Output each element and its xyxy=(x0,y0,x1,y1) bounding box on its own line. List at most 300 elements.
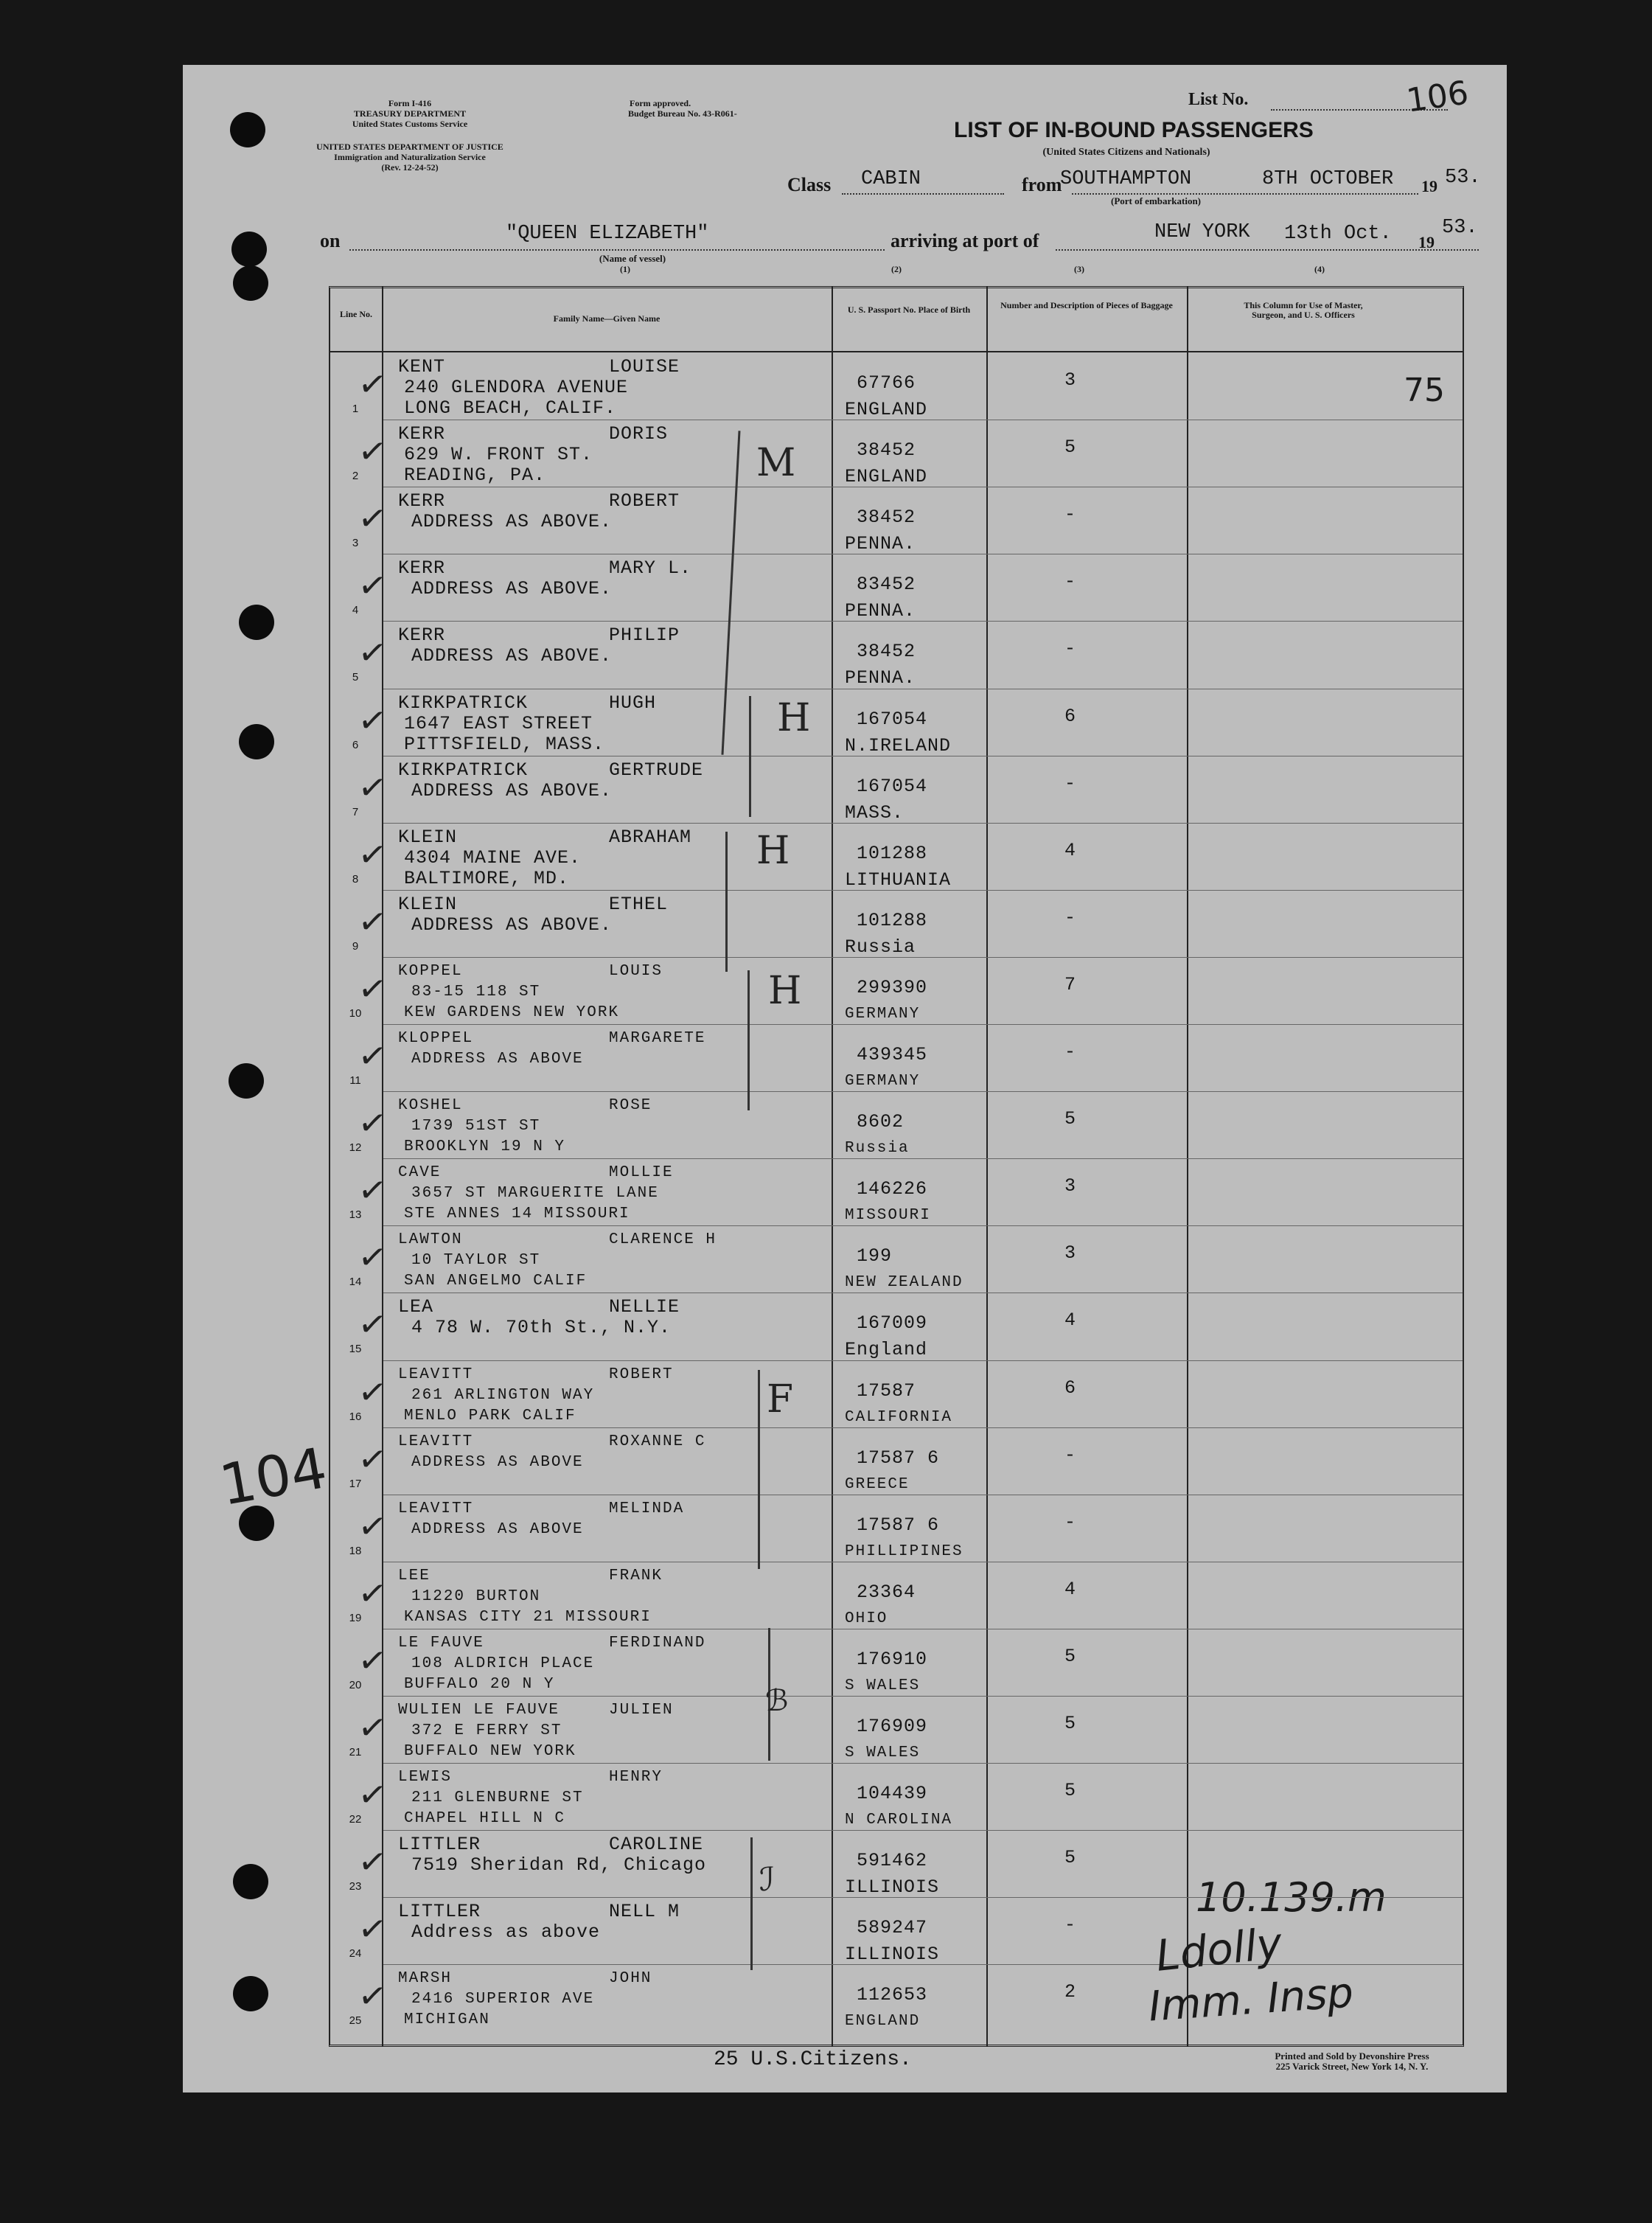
treasury-dept: TREASURY DEPARTMENT xyxy=(353,108,467,119)
inspector-title-signature: Imm. Insp xyxy=(1147,1969,1355,2031)
baggage-count: - xyxy=(1064,1444,1077,1466)
col-divider xyxy=(832,286,833,2047)
given-name: JOHN xyxy=(609,1970,652,1988)
from-line xyxy=(1072,193,1418,195)
line-number: 18 xyxy=(349,1544,362,1557)
address-line-1: 1739 51ST ST xyxy=(411,1118,541,1135)
baggage-count: 7 xyxy=(1064,973,1077,995)
row-divider xyxy=(383,1024,1463,1025)
punch-hole xyxy=(239,724,274,759)
baggage-count: - xyxy=(1064,1914,1077,1936)
baggage-count: 5 xyxy=(1064,1713,1077,1734)
line-number: 12 xyxy=(349,1141,362,1155)
col-header-officers: This Column for Use of Master, Surgeon, and U. S. Officers xyxy=(1244,300,1363,320)
baggage-count: 5 xyxy=(1064,1847,1077,1869)
address-line-1: 7519 Sheridan Rd, Chicago xyxy=(411,1854,707,1876)
passport-number: 83452 xyxy=(857,574,916,596)
family-bracket xyxy=(758,1370,760,1569)
family-name: KERR xyxy=(398,557,446,580)
baggage-count: 3 xyxy=(1064,1175,1077,1197)
printer-line-2: 225 Varick Street, New York 14, N. Y. xyxy=(1275,2061,1429,2072)
address-line-1: 11220 BURTON xyxy=(411,1587,541,1605)
place-of-birth: ENGLAND xyxy=(845,399,928,420)
col-num-4: (4) xyxy=(1314,264,1325,274)
address-line-1: 629 W. FRONT ST. xyxy=(404,444,593,466)
baggage-count: 4 xyxy=(1064,1578,1077,1600)
col-header-passport: U. S. Passport No. Place of Birth xyxy=(847,305,971,315)
passport-number: 167054 xyxy=(857,775,928,797)
address-line-1: 372 E FERRY ST xyxy=(411,1722,562,1739)
address-line-1: 261 ARLINGTON WAY xyxy=(411,1386,595,1404)
embarkation-year: 53. xyxy=(1445,167,1481,189)
line-number: 23 xyxy=(349,1880,362,1893)
given-name: HENRY xyxy=(609,1769,663,1787)
place-of-birth: MASS. xyxy=(845,801,905,824)
address-line-1: 108 ALDRICH PLACE xyxy=(411,1655,595,1672)
line-number: 9 xyxy=(352,939,359,953)
checkmark-icon: ✓ xyxy=(355,1907,390,1951)
address-line-2: PITTSFIELD, MASS. xyxy=(404,733,605,755)
form-title: LIST OF IN-BOUND PASSENGERS xyxy=(954,118,1314,142)
line-number: 25 xyxy=(349,2014,362,2028)
given-name: ROSE xyxy=(609,1097,652,1115)
passport-number: 112653 xyxy=(857,1984,928,2006)
address-line-2: MENLO PARK CALIF xyxy=(404,1407,576,1424)
baggage-count: 5 xyxy=(1064,1780,1077,1802)
given-name: LOUISE xyxy=(609,356,680,378)
given-name: FERDINAND xyxy=(609,1634,706,1652)
address-line-2: BUFFALO 20 N Y xyxy=(404,1675,555,1693)
group-mark-m: M xyxy=(756,441,796,485)
punch-hole xyxy=(233,1864,268,1899)
officer-note: 10.139.m xyxy=(1196,1874,1387,1921)
family-name: LEA xyxy=(398,1296,434,1318)
place-of-birth: MISSOURI xyxy=(845,1207,931,1225)
checkmark-icon: ✓ xyxy=(355,496,390,540)
given-name: CAROLINE xyxy=(609,1834,704,1856)
row-divider xyxy=(383,1360,1463,1361)
given-name: MOLLIE xyxy=(609,1164,674,1182)
line-number: 16 xyxy=(349,1410,362,1423)
baggage-count: - xyxy=(1064,638,1077,660)
place-of-birth: Russia xyxy=(845,1140,910,1158)
family-name: LEAVITT xyxy=(398,1433,474,1450)
place-of-birth: GERMANY xyxy=(845,1073,921,1090)
inspector-signature: Ldolly xyxy=(1153,1918,1285,1981)
group-mark-h: H xyxy=(777,696,811,740)
family-name: KENT xyxy=(398,356,446,378)
address-line-1: ADDRESS AS ABOVE. xyxy=(411,645,613,667)
place-of-birth: PENNA. xyxy=(845,667,916,689)
vessel-caption: (Name of vessel) xyxy=(599,253,666,264)
family-name: LEAVITT xyxy=(398,1500,474,1517)
address-line-2: BALTIMORE, MD. xyxy=(404,867,570,889)
place-of-birth: PENNA. xyxy=(845,533,916,555)
family-name: KLEIN xyxy=(398,826,458,848)
checkmark-icon: ✓ xyxy=(355,832,390,877)
family-name: LE FAUVE xyxy=(398,1634,484,1652)
baggage-count: 3 xyxy=(1064,369,1077,391)
checkmark-icon: ✓ xyxy=(355,563,390,608)
line-number: 7 xyxy=(352,805,359,818)
family-name: KERR xyxy=(398,423,446,445)
family-name: LEE xyxy=(398,1567,431,1584)
place-of-birth: Russia xyxy=(845,936,916,958)
checkmark-icon: ✓ xyxy=(355,1437,390,1481)
baggage-count: 4 xyxy=(1064,1309,1077,1332)
checkmark-icon: ✓ xyxy=(355,1235,390,1279)
col-header-line: Line No. xyxy=(339,309,372,319)
family-name: KLOPPEL xyxy=(398,1030,474,1047)
baggage-count: - xyxy=(1064,1511,1077,1533)
punch-hole xyxy=(230,112,265,147)
given-name: HUGH xyxy=(609,692,657,714)
address-line-1: 83-15 118 ST xyxy=(411,983,541,1001)
passport-number: 38452 xyxy=(857,641,916,663)
checkmark-icon: ✓ xyxy=(355,1638,390,1683)
address-line-1: Address as above xyxy=(411,1921,601,1944)
checkmark-icon: ✓ xyxy=(355,698,390,742)
line-number: 13 xyxy=(349,1208,362,1222)
row-divider xyxy=(383,1964,1463,1965)
from-year-prefix: 19 xyxy=(1421,177,1437,195)
row-divider xyxy=(383,621,1463,622)
passport-number: 101288 xyxy=(857,909,928,931)
given-name: NELL M xyxy=(609,1901,680,1923)
line-number: 5 xyxy=(352,671,359,684)
line-number: 2 xyxy=(352,470,359,483)
place-of-birth: S WALES xyxy=(845,1744,921,1761)
checkmark-icon: ✓ xyxy=(355,630,390,675)
address-line-2: LONG BEACH, CALIF. xyxy=(404,397,617,419)
address-line-1: 211 GLENBURNE ST xyxy=(411,1789,584,1807)
family-name: KIRKPATRICK xyxy=(398,692,529,714)
address-line-1: 2416 SUPERIOR AVE xyxy=(411,1991,595,2008)
baggage-count: 6 xyxy=(1064,705,1077,727)
checkmark-icon: ✓ xyxy=(355,765,390,810)
given-name: ROBERT xyxy=(609,1366,674,1383)
passport-number: 439345 xyxy=(857,1044,928,1065)
col-divider xyxy=(986,286,988,2047)
place-of-birth: S WALES xyxy=(845,1677,921,1694)
passport-number: 17587 6 xyxy=(857,1447,940,1469)
group-mark-h: H xyxy=(756,829,790,873)
line-number: 14 xyxy=(349,1276,362,1289)
line-number: 19 xyxy=(349,1611,362,1624)
address-line-1: 4 78 W. 70th St., N.Y. xyxy=(411,1317,672,1339)
passport-number: 199 xyxy=(857,1245,893,1267)
given-name: MELINDA xyxy=(609,1500,685,1517)
punch-hole xyxy=(231,232,267,267)
punch-hole xyxy=(229,1063,264,1099)
address-line-2: BROOKLYN 19 N Y xyxy=(404,1138,566,1156)
family-name: LEAVITT xyxy=(398,1366,474,1383)
line-number: 8 xyxy=(352,872,359,886)
checkmark-icon: ✓ xyxy=(355,967,390,1011)
passport-number: 176910 xyxy=(857,1648,928,1670)
address-line-1: ADDRESS AS ABOVE xyxy=(411,1051,584,1068)
passport-number: 591462 xyxy=(857,1850,928,1872)
passport-number: 167054 xyxy=(857,708,928,730)
justice-dept: UNITED STATES DEPARTMENT OF JUSTICE xyxy=(316,142,503,152)
arrival-year: 53. xyxy=(1442,217,1478,239)
passport-number: 104439 xyxy=(857,1783,928,1805)
passport-number: 67766 xyxy=(857,372,916,394)
family-bracket xyxy=(749,696,751,817)
place-of-birth: ENGLAND xyxy=(845,2013,921,2031)
address-line-1: ADDRESS AS ABOVE. xyxy=(411,779,613,801)
list-no-value: 106 xyxy=(1404,74,1471,120)
line-number: 1 xyxy=(352,403,359,415)
passport-number: 38452 xyxy=(857,439,916,462)
family-name: LITTLER xyxy=(398,1901,481,1923)
customs-service: United States Customs Service xyxy=(352,119,468,129)
place-of-birth: CALIFORNIA xyxy=(845,1408,953,1426)
baggage-count: - xyxy=(1064,906,1077,928)
address-line-2: READING, PA. xyxy=(404,465,546,487)
address-line-1: 1647 EAST STREET xyxy=(404,712,593,734)
col-header-name: Family Name—Given Name xyxy=(553,313,661,324)
row-divider xyxy=(383,1696,1463,1697)
port-caption: (Port of embarkation) xyxy=(1110,195,1202,206)
group-mark: ℐ xyxy=(759,1861,775,1899)
line-number: 24 xyxy=(349,1947,362,1961)
form-approved: Form approved. xyxy=(630,98,691,108)
line-number: 20 xyxy=(349,1678,362,1691)
budget-bureau: Budget Bureau No. 43-R061- xyxy=(628,108,737,119)
checkmark-icon: ✓ xyxy=(355,1302,390,1346)
checkmark-icon: ✓ xyxy=(355,1974,390,2018)
baggage-count: - xyxy=(1064,504,1077,526)
passport-number: 23364 xyxy=(857,1581,916,1603)
family-name: KIRKPATRICK xyxy=(398,759,529,781)
given-name: MARGARETE xyxy=(609,1030,706,1047)
margin-note: 104 xyxy=(215,1435,332,1518)
baggage-count: 3 xyxy=(1064,1242,1077,1264)
citizen-total: 25 U.S.Citizens. xyxy=(714,2048,912,2071)
arriving-label: arriving at port of xyxy=(891,230,1039,251)
place-of-birth: England xyxy=(845,1339,928,1361)
group-mark-h: H xyxy=(768,969,802,1013)
given-name: MARY L. xyxy=(609,557,692,580)
given-name: ROXANNE C xyxy=(609,1433,706,1450)
checkmark-icon: ✓ xyxy=(355,1168,390,1212)
place-of-birth: N.IRELAND xyxy=(845,734,952,756)
line-number: 10 xyxy=(349,1006,362,1020)
row-divider xyxy=(383,1427,1463,1428)
place-of-birth: N CAROLINA xyxy=(845,1812,953,1829)
checkmark-icon: ✓ xyxy=(355,1840,390,1884)
given-name: DORIS xyxy=(609,423,669,445)
given-name: ABRAHAM xyxy=(609,826,692,848)
row-divider xyxy=(383,1091,1463,1092)
address-line-1: 4304 MAINE AVE. xyxy=(404,846,582,869)
punch-hole xyxy=(233,1976,268,2011)
address-line-2: MICHIGAN xyxy=(404,2011,490,2029)
address-line-2: STE ANNES 14 MISSOURI xyxy=(404,1206,630,1223)
address-line-1: ADDRESS AS ABOVE xyxy=(411,1453,584,1471)
passport-number: 299390 xyxy=(857,976,928,998)
officer-note: 75 xyxy=(1404,372,1445,409)
arrival-line xyxy=(1056,249,1479,251)
address-line-1: 10 TAYLOR ST xyxy=(411,1252,541,1270)
address-line-1: ADDRESS AS ABOVE xyxy=(411,1520,584,1538)
line-number: 22 xyxy=(349,1813,362,1826)
given-name: GERTRUDE xyxy=(609,759,704,781)
line-number: 4 xyxy=(352,604,359,617)
arrival-date: 13th Oct. xyxy=(1284,223,1392,245)
baggage-count: 6 xyxy=(1064,1377,1077,1399)
given-name: NELLIE xyxy=(609,1296,680,1318)
checkmark-icon: ✓ xyxy=(355,1101,390,1145)
col-header-baggage: Number and Description of Pieces of Baggage xyxy=(1000,300,1173,310)
from-label: from xyxy=(1022,174,1062,195)
group-mark: ℬ xyxy=(765,1684,789,1718)
checkmark-icon: ✓ xyxy=(355,1504,390,1548)
baggage-count: - xyxy=(1064,772,1077,794)
family-name: LEWIS xyxy=(398,1769,453,1787)
revision: (Rev. 12-24-52) xyxy=(381,162,439,173)
vessel-name: "QUEEN ELIZABETH" xyxy=(506,223,709,245)
ins-service: Immigration and Naturalization Service xyxy=(334,152,486,162)
given-name: JULIEN xyxy=(609,1702,674,1719)
baggage-count: - xyxy=(1064,1041,1077,1062)
printer-line-1: Printed and Sold by Devonshire Press xyxy=(1275,2050,1429,2062)
row-divider xyxy=(383,957,1463,958)
place-of-birth: GREECE xyxy=(845,1475,910,1493)
punch-hole xyxy=(239,605,274,640)
form-number: Form I-416 xyxy=(388,98,432,108)
family-name: MARSH xyxy=(398,1970,453,1988)
address-line-1: ADDRESS AS ABOVE. xyxy=(411,914,613,936)
family-name: WULIEN LE FAUVE xyxy=(398,1702,560,1719)
vessel-line xyxy=(349,249,885,251)
place-of-birth: LITHUANIA xyxy=(845,869,952,891)
list-no-label: List No. xyxy=(1188,90,1249,109)
col-divider xyxy=(1187,286,1188,2047)
address-line-1: 3657 ST MARGUERITE LANE xyxy=(411,1185,659,1203)
given-name: PHILIP xyxy=(609,625,680,647)
col-num-1: (1) xyxy=(620,264,630,274)
baggage-count: - xyxy=(1064,571,1077,593)
row-divider xyxy=(383,1158,1463,1159)
line-number: 3 xyxy=(352,537,359,550)
line-number: 6 xyxy=(352,738,359,751)
passport-number: 8602 xyxy=(857,1111,905,1133)
place-of-birth: PENNA. xyxy=(845,600,916,622)
port-embarkation: SOUTHAMPTON xyxy=(1060,168,1192,190)
place-of-birth: GERMANY xyxy=(845,1005,921,1023)
class-label: Class xyxy=(787,174,832,195)
address-line-1: ADDRESS AS ABOVE. xyxy=(411,578,613,600)
family-name: KLEIN xyxy=(398,893,458,915)
family-name: LITTLER xyxy=(398,1834,481,1856)
family-name: KERR xyxy=(398,490,446,512)
row-divider xyxy=(383,1225,1463,1226)
given-name: FRANK xyxy=(609,1567,663,1584)
passport-number: 17587 xyxy=(857,1380,916,1402)
header-divider xyxy=(329,351,1464,352)
passport-number: 176909 xyxy=(857,1716,928,1737)
baggage-count: 5 xyxy=(1064,1108,1077,1130)
baggage-count: 5 xyxy=(1064,1645,1077,1667)
place-of-birth: ILLINOIS xyxy=(845,1876,940,1899)
baggage-count: 5 xyxy=(1064,436,1077,459)
col-num-3: (3) xyxy=(1074,264,1084,274)
on-label: on xyxy=(320,230,341,251)
place-of-birth: NEW ZEALAND xyxy=(845,1274,963,1292)
address-line-2: SAN ANGELMO CALIF xyxy=(404,1273,588,1290)
checkmark-icon: ✓ xyxy=(355,429,390,473)
place-of-birth: ENGLAND xyxy=(845,466,928,488)
address-line-1: ADDRESS AS ABOVE. xyxy=(411,511,613,533)
baggage-count: 2 xyxy=(1064,1981,1077,2003)
passport-number: 101288 xyxy=(857,842,928,864)
given-name: LOUIS xyxy=(609,962,663,980)
checkmark-icon: ✓ xyxy=(355,1571,390,1615)
passport-number: 167009 xyxy=(857,1312,928,1335)
line-number: 17 xyxy=(349,1477,362,1490)
given-name: CLARENCE H xyxy=(609,1231,717,1249)
passport-number: 17587 6 xyxy=(857,1514,940,1536)
manifest-page xyxy=(183,65,1507,2092)
checkmark-icon: ✓ xyxy=(355,1773,390,1817)
row-divider xyxy=(383,1830,1463,1831)
class-line xyxy=(842,193,1004,195)
family-name: KOSHEL xyxy=(398,1097,463,1115)
punch-hole xyxy=(233,265,268,301)
row-divider xyxy=(383,1763,1463,1764)
checkmark-icon: ✓ xyxy=(355,1034,390,1078)
checkmark-icon: ✓ xyxy=(355,1705,390,1750)
line-number: 15 xyxy=(349,1343,362,1356)
family-bracket xyxy=(750,1837,753,1970)
col-num-2: (2) xyxy=(891,264,902,274)
family-bracket xyxy=(725,832,728,972)
checkmark-icon: ✓ xyxy=(355,900,390,944)
passport-number: 38452 xyxy=(857,507,916,529)
address-line-1: 240 GLENDORA AVENUE xyxy=(404,377,629,398)
address-line-2: BUFFALO NEW YORK xyxy=(404,1743,576,1760)
address-line-2: KANSAS CITY 21 MISSOURI xyxy=(404,1608,652,1626)
given-name: ETHEL xyxy=(609,893,669,915)
line-number: 11 xyxy=(349,1074,361,1087)
arrival-port: NEW YORK xyxy=(1154,221,1250,243)
family-name: KERR xyxy=(398,625,446,647)
row-divider xyxy=(383,823,1463,824)
passport-number: 589247 xyxy=(857,1917,928,1939)
group-mark-f: F xyxy=(767,1377,794,1422)
passport-number: 146226 xyxy=(857,1178,928,1200)
line-number: 21 xyxy=(349,1746,362,1758)
place-of-birth: PHILLIPINES xyxy=(845,1542,963,1560)
address-line-2: KEW GARDENS NEW YORK xyxy=(404,1003,620,1021)
checkmark-icon: ✓ xyxy=(355,1370,390,1413)
address-line-2: CHAPEL HILL N C xyxy=(404,1810,566,1828)
place-of-birth: ILLINOIS xyxy=(845,1944,940,1966)
family-name: LAWTON xyxy=(398,1231,463,1249)
checkmark-icon: ✓ xyxy=(355,362,390,406)
given-name: ROBERT xyxy=(609,490,680,512)
family-bracket xyxy=(747,970,750,1110)
baggage-count: 4 xyxy=(1064,839,1077,861)
family-name: CAVE xyxy=(398,1164,442,1182)
class-value: CABIN xyxy=(861,168,921,190)
form-subtitle: (United States Citizens and Nationals) xyxy=(1042,147,1210,158)
row-divider xyxy=(383,1897,1463,1898)
place-of-birth: OHIO xyxy=(845,1610,888,1627)
embarkation-date: 8TH OCTOBER xyxy=(1262,168,1394,190)
